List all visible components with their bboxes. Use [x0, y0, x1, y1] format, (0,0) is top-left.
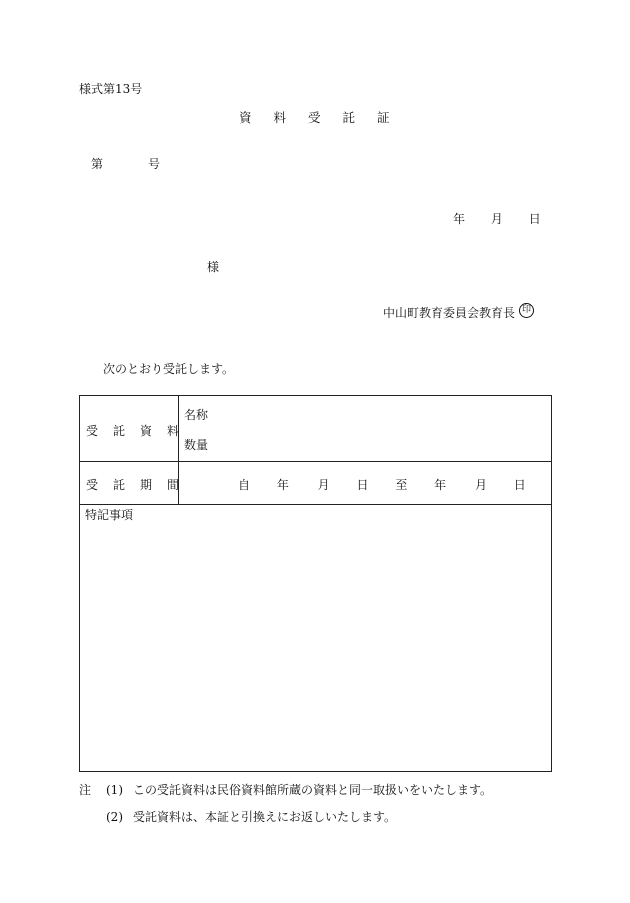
doc-number-suffix: 号	[148, 157, 161, 171]
date-line	[453, 210, 541, 227]
form-number: 様式第13号	[79, 82, 143, 96]
date-day: 日	[528, 212, 541, 226]
period-from-day: 日	[356, 478, 369, 492]
recipient-suffix: 様	[207, 260, 220, 274]
date-month: 月	[490, 212, 503, 226]
note-mark: 注	[79, 783, 92, 797]
period-label: 受託期間	[86, 478, 195, 492]
period-to-year: 年	[434, 478, 447, 492]
note-number: (1)	[106, 783, 123, 797]
note-item	[106, 808, 396, 825]
period-from-month: 月	[317, 478, 330, 492]
table-divider	[80, 461, 551, 462]
notes-label: 特記事項	[85, 508, 134, 522]
quantity-label: 数量	[184, 438, 209, 452]
period-from-year: 年	[276, 478, 289, 492]
name-label: 名称	[184, 408, 209, 422]
issuer-name: 中山町教育委員会教育長	[383, 306, 516, 320]
period-fields	[238, 476, 526, 493]
date-year: 年	[453, 212, 466, 226]
consignment-table	[79, 395, 552, 772]
period-from: 自	[238, 478, 251, 492]
note-text: 受託資料は、本証と引換えにお返しいたします。	[133, 810, 397, 824]
note-text: この受託資料は民俗資料館所蔵の資料と同一取扱いをいたします。	[133, 783, 493, 797]
period-to-month: 月	[474, 478, 487, 492]
table-divider	[80, 504, 551, 505]
note-item	[79, 781, 492, 798]
period-to: 至	[395, 478, 408, 492]
intro-text: 次のとおり受託します。	[103, 362, 235, 376]
seal-mark: 印	[519, 303, 534, 318]
document-title: 資料受託証	[239, 110, 412, 125]
period-to-day: 日	[513, 478, 526, 492]
doc-number-prefix: 第	[91, 157, 104, 171]
note-number: (2)	[106, 810, 123, 824]
material-label: 受託資料	[86, 424, 195, 438]
